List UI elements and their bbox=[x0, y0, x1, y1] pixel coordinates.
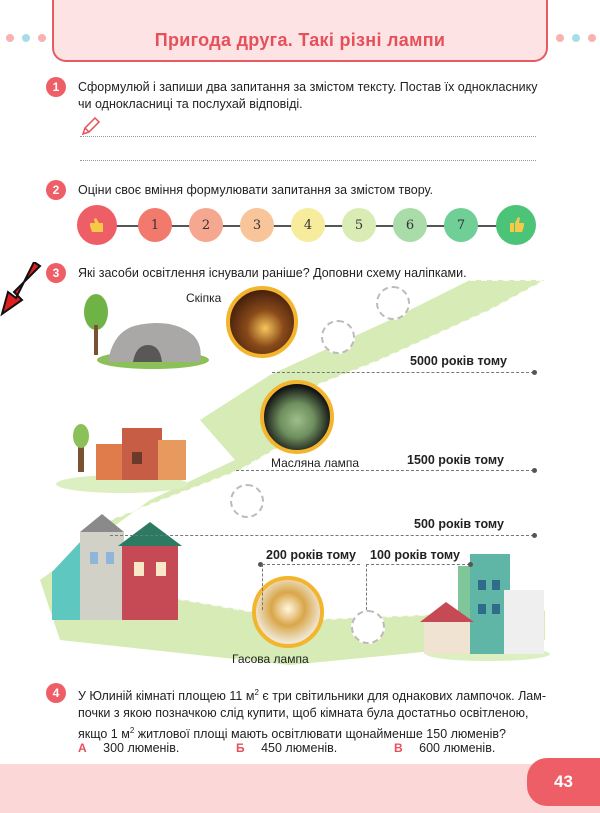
caption-splinter: Скіпка bbox=[186, 291, 222, 305]
option-text: 450 люменів. bbox=[261, 741, 338, 755]
decor-dot bbox=[38, 34, 46, 42]
option-letter: В bbox=[394, 741, 403, 755]
sticker-placeholder[interactable] bbox=[230, 484, 264, 518]
answer-option-a[interactable] bbox=[78, 739, 179, 757]
sticker-placeholder[interactable] bbox=[321, 320, 355, 354]
sticker-placeholder[interactable] bbox=[351, 610, 385, 644]
timeline-dot bbox=[532, 468, 537, 473]
task-number-2: 2 bbox=[46, 180, 66, 200]
task-4-line-1b: є три світильники для однакових лампочок. Лам- bbox=[258, 689, 546, 704]
timeline-marker-line bbox=[262, 564, 263, 610]
timeline-marker-line bbox=[110, 535, 534, 536]
decor-dot bbox=[22, 34, 30, 42]
task-4-line-3b: житлової площі мають освітлювати щонайменше 150 люменів? bbox=[134, 727, 506, 742]
task-3-text: Які засоби освітлення існували раніше? Доповни схему наліпками. bbox=[78, 266, 467, 280]
rating-option-6[interactable]: 6 bbox=[393, 208, 427, 242]
old-town-image bbox=[52, 512, 192, 620]
option-letter: Б bbox=[236, 741, 245, 755]
task-number-4: 4 bbox=[46, 683, 66, 703]
timeline-dot bbox=[532, 533, 537, 538]
timeline-marker-line bbox=[366, 564, 367, 610]
rating-option-2[interactable]: 2 bbox=[189, 208, 223, 242]
decor-dot bbox=[556, 34, 564, 42]
timeline-marker-line bbox=[262, 564, 360, 565]
pencil-icon bbox=[80, 115, 102, 137]
rating-option-4[interactable]: 4 bbox=[291, 208, 325, 242]
superscript: 2 bbox=[129, 726, 135, 736]
oil-lamp-image bbox=[260, 380, 334, 454]
task-1-text: Сформулюй і запиши два запитання за змістом тексту. Постав їх однокласнику чи однокласниці та послухай відповіді. bbox=[78, 80, 538, 111]
rating-option-7[interactable]: 7 bbox=[444, 208, 478, 242]
year-label: 1500 років тому bbox=[407, 453, 504, 467]
timeline-dot bbox=[532, 370, 537, 375]
decor-dot bbox=[6, 34, 14, 42]
page-title: Пригода друга. Такі різні лампи bbox=[154, 30, 446, 50]
year-label: 5000 років тому bbox=[410, 354, 507, 368]
task-number-3: 3 bbox=[46, 263, 66, 283]
task-4-line-2: почки з якою позначкою слід купити, щоб кімната була достатньо освітленою, bbox=[78, 706, 529, 721]
timeline-marker-line bbox=[272, 372, 534, 373]
rating-option-3[interactable]: 3 bbox=[240, 208, 274, 242]
answer-option-b[interactable] bbox=[236, 739, 337, 757]
task-4-text bbox=[78, 684, 548, 743]
timeline-marker-line bbox=[236, 470, 534, 471]
superscript: 2 bbox=[254, 688, 259, 697]
rating-option-5[interactable]: 5 bbox=[342, 208, 376, 242]
decor-dot bbox=[588, 34, 596, 42]
sticker-placeholder[interactable] bbox=[376, 286, 410, 320]
decor-dot bbox=[572, 34, 580, 42]
splinter-torch-image bbox=[226, 286, 298, 358]
footer-band bbox=[0, 764, 600, 813]
rating-option-1[interactable]: 1 bbox=[138, 208, 172, 242]
year-label: 200 років тому bbox=[266, 548, 356, 562]
caption-oil-lamp: Масляна лампа bbox=[271, 456, 360, 470]
task-4-line-1a: У Юлиній кімнаті площею 11 м bbox=[78, 689, 255, 704]
option-text: 300 люменів. bbox=[103, 741, 180, 755]
answer-line[interactable] bbox=[80, 160, 536, 161]
task-number-1: 1 bbox=[46, 77, 66, 97]
year-label: 500 років тому bbox=[414, 517, 504, 531]
thumb-down-icon[interactable] bbox=[77, 205, 117, 245]
task-2-text: Оціни своє вміння формулювати запитання за змістом твору. bbox=[78, 183, 434, 197]
option-letter: А bbox=[78, 741, 87, 755]
task-4-line-3a: якщо 1 м bbox=[78, 727, 130, 742]
thumb-up-icon[interactable] bbox=[496, 205, 536, 245]
ancient-houses-image bbox=[52, 422, 192, 494]
timeline-marker-line bbox=[366, 564, 470, 565]
answer-option-c[interactable] bbox=[394, 739, 495, 757]
caption-kerosene-lamp: Гасова лампа bbox=[232, 652, 309, 666]
timeline-dot bbox=[468, 562, 473, 567]
modern-city-image bbox=[418, 550, 550, 662]
year-label: 100 років тому bbox=[370, 548, 460, 562]
option-text: 600 люменів. bbox=[419, 741, 496, 755]
answer-line[interactable] bbox=[80, 136, 536, 137]
page-number: 43 bbox=[527, 758, 600, 806]
